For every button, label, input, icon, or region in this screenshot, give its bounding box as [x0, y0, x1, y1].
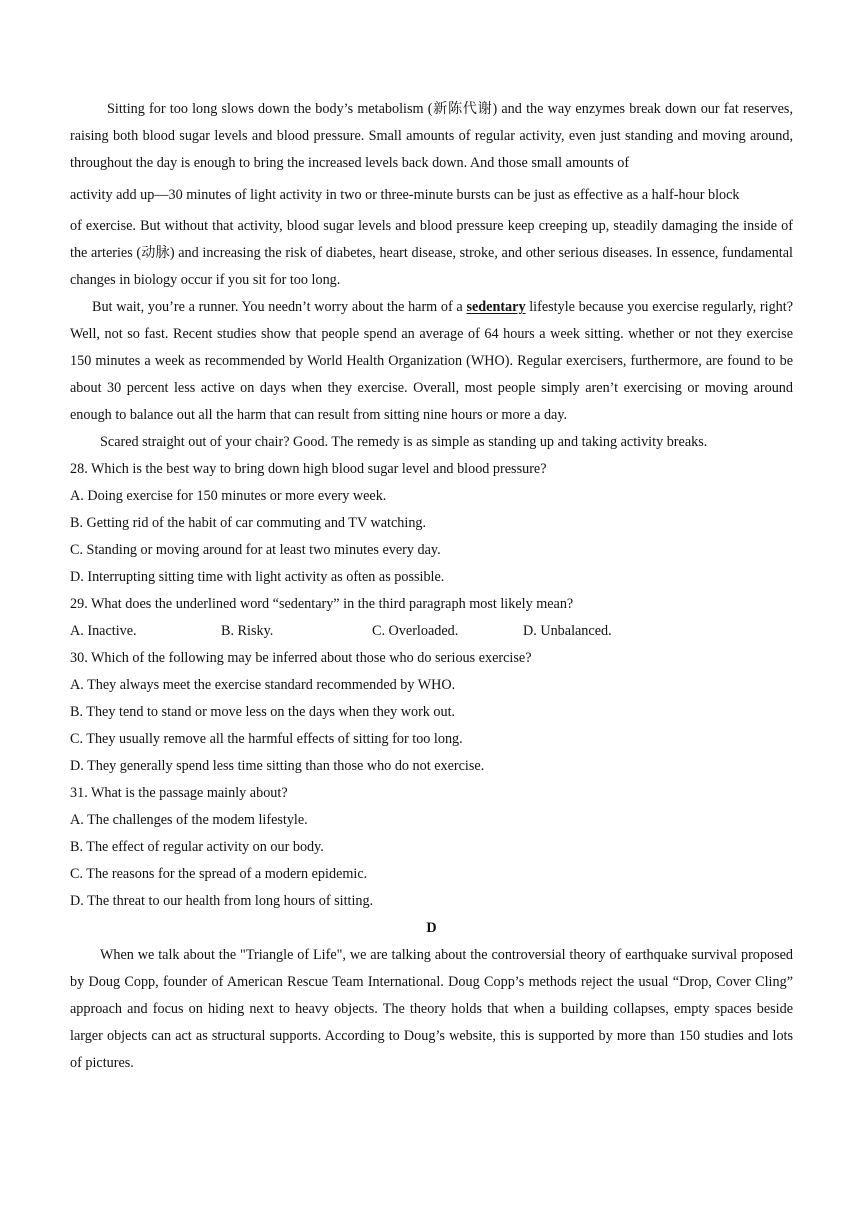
exam-page [70, 96, 793, 1077]
paragraph-text: activity add up—30 minutes of light activity in two or three-minute bursts can be just as effective as a half-hour block [70, 187, 740, 203]
question-29 [70, 591, 793, 645]
option-a: A. The challenges of the modem lifestyle. [70, 812, 308, 828]
paragraph-text: But wait, you’re a runner. You needn’t worry about the harm of a [92, 299, 467, 315]
underlined-keyword: sedentary [466, 299, 526, 315]
option-a: A. They always meet the exercise standard recommended by WHO. [70, 677, 456, 693]
option-a: A. Doing exercise for 150 minutes or more every week. [70, 488, 387, 504]
passage-paragraph: When we talk about the "Triangle of Life", we are talking about the controversial theory of earthquake survival proposed by Doug Copp, founder of American Rescue Team International. Doug Copp’s methods reject the usual “Drop, Cover Cling” approach and focus on hiding next to heavy objects. The theory holds that when a building collapses, empty spaces beside larger objects can act as structural supports. According to Doug’s website, this is supported by more than 150 studies and lots of pictures. [70, 947, 793, 1071]
passage-paragraph [70, 96, 793, 294]
option-a: A. Inactive. [70, 623, 137, 639]
option-d: D. The threat to our health from long hours of sitting. [70, 893, 374, 909]
question-stem: 29. What does the underlined word “sedentary” in the third paragraph most likely mean? [70, 596, 574, 612]
option-d: D. Unbalanced. [523, 623, 612, 639]
question-30 [70, 645, 793, 780]
option-c: C. Standing or moving around for at least two minutes every day. [70, 542, 441, 558]
question-stem: 28. Which is the best way to bring down high blood sugar level and blood pressure? [70, 461, 547, 477]
section-heading: D [426, 920, 437, 936]
option-d: D. They generally spend less time sitting than those who do not exercise. [70, 758, 485, 774]
option-b: B. They tend to stand or move less on the days when they work out. [70, 704, 456, 720]
option-b: B. The effect of regular activity on our body. [70, 839, 324, 855]
paragraph-text: Sitting for too long slows down the body’s metabolism (新陈代谢) and the way enzymes break down our fat reserves, raising both blood sugar levels and blood pressure. Small amounts of regular activity, even just standing and moving around, throughout the day is enough to bring the increased levels back down. And those small amounts of [70, 101, 793, 171]
question-stem: 31. What is the passage mainly about? [70, 785, 288, 801]
passage-paragraph: Scared straight out of your chair? Good. The remedy is as simple as standing up and taking activity breaks. [100, 434, 708, 450]
paragraph-text: lifestyle because you exercise regularly, right? Well, not so fast. Recent studies show that people spend an average of 64 hours a week sitting. whether or not they exercise 150 minutes a week as recommended by World Health Organization (WHO). Regular exercisers, furthermore, are found to be about 30 percent less active on days when they exercise. Overall, most people simply aren’t exercising or moving around enough to balance out all the harm that can result from sitting nine hours or more a day. [70, 299, 794, 423]
option-c: C. Overloaded. [372, 623, 459, 639]
option-c: C. They usually remove all the harmful effects of sitting for too long. [70, 731, 463, 747]
paragraph-text: of exercise. But without that activity, blood sugar levels and blood pressure keep creeping up, steadily damaging the inside of the arteries (动脉) and increasing the risk of diabetes, heart disease, stroke, and other serious diseases. In essence, fundamental changes in biology occur if you sit for too long. [70, 218, 793, 288]
question-31 [70, 780, 793, 915]
passage-paragraph [70, 294, 793, 429]
question-stem: 30. Which of the following may be inferred about those who do serious exercise? [70, 650, 532, 666]
question-28 [70, 456, 793, 591]
option-c: C. The reasons for the spread of a modern epidemic. [70, 866, 368, 882]
option-b: B. Getting rid of the habit of car commuting and TV watching. [70, 515, 427, 531]
option-d: D. Interrupting sitting time with light activity as often as possible. [70, 569, 445, 585]
options-row [70, 618, 793, 645]
option-b: B. Risky. [221, 623, 274, 639]
